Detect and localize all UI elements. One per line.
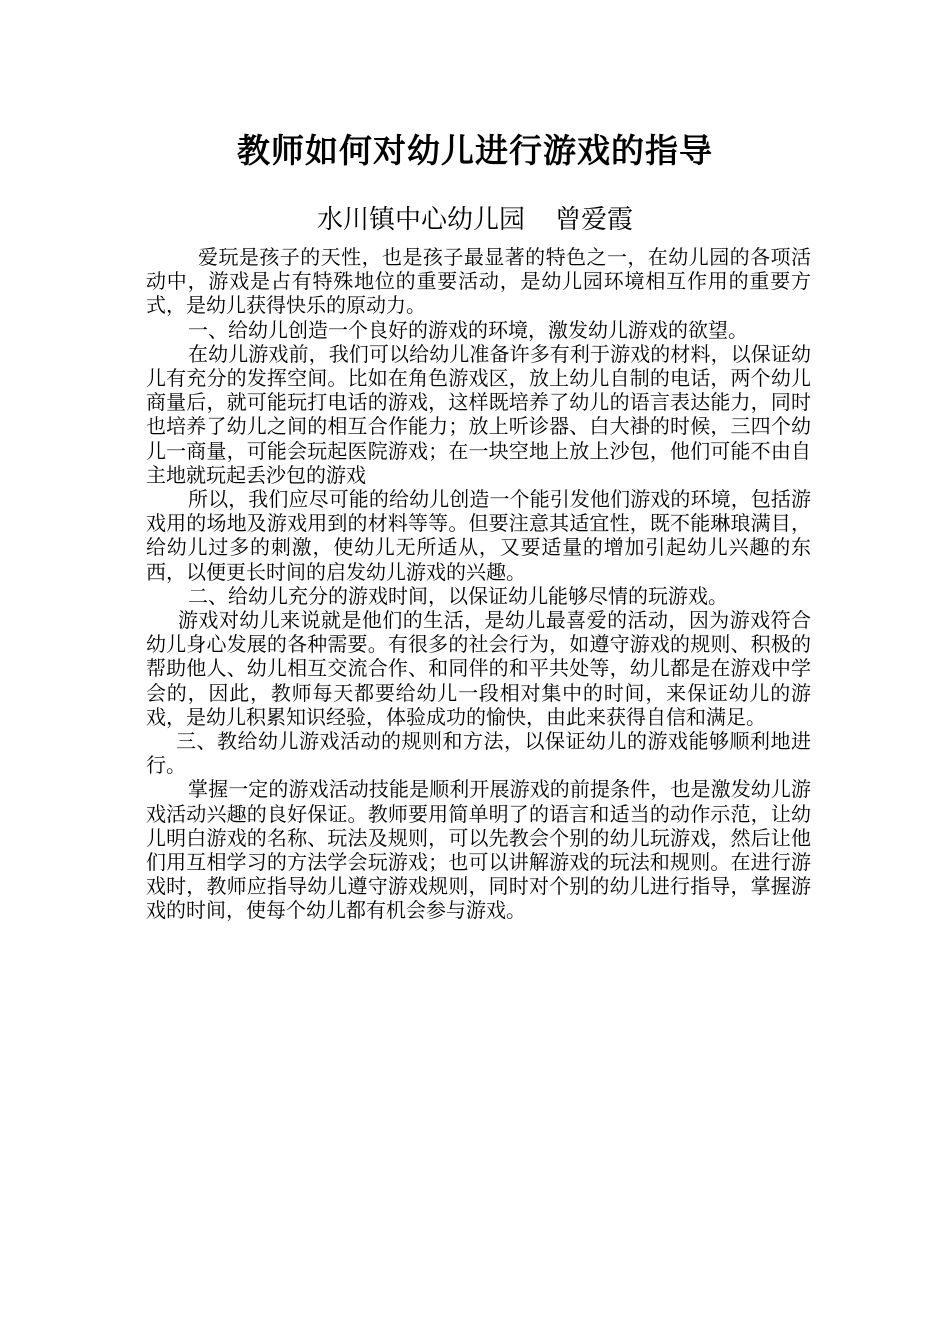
paragraph: 掌握一定的游戏活动技能是顺利开展游戏的前提条件，也是激发幼儿游戏活动兴趣的良好保证。教师要用简单明了的语言和适当的动作示范，让幼儿明白游戏的名称、玩法及规则，可以先教会个别的幼儿玩游戏，然后让他们用互相学习的方法学会玩游戏；也可以讲解游戏的玩法和规则。在进行游戏时，教师应指导幼儿遵守游戏规则，同时对个别的幼儿进行指导，掌握游戏的时间，使每个幼儿都有机会参与游戏。 <box>146 777 811 923</box>
document-body <box>146 245 811 923</box>
paragraph: 游戏对幼儿来说就是他们的生活，是幼儿最喜爱的活动，因为游戏符合幼儿身心发展的各种需要。有很多的社会行为，如遵守游戏的规则、积极的帮助他人、幼儿相互交流合作、和同伴的和平共处等，幼儿都是在游戏中学会的，因此，教师每天都要给幼儿一段相对集中的时间，来保证幼儿的游戏，是幼儿积累知识经验，体验成功的愉快，由此来获得自信和满足。 <box>146 608 811 729</box>
byline-organization: 水川镇中心幼儿园 <box>316 205 525 235</box>
section-heading-3: 三、教给幼儿游戏活动的规则和方法，以保证幼儿的游戏能够顺利地进行。 <box>146 729 811 778</box>
byline <box>0 200 950 240</box>
document-title: 教师如何对幼儿进行游戏的指导 <box>237 131 713 170</box>
paragraph: 在幼儿游戏前，我们可以给幼儿准备许多有利于游戏的材料，以保证幼儿有充分的发挥空间。比如在角色游戏区，放上幼儿自制的电话，两个幼儿商量后，就可能玩打电话的游戏，这样既培养了幼儿的语言表达能力，同时也培养了幼儿之间的相互合作能力；放上听诊器、白大褂的时候，三四个幼儿一商量，可能会玩起医院游戏；在一块空地上放上沙包，他们可能不由自主地就玩起丢沙包的游戏 <box>146 341 811 487</box>
section-heading-2: 二、给幼儿充分的游戏时间，以保证幼儿能够尽情的玩游戏。 <box>188 583 728 608</box>
byline-author: 曾爱霞 <box>555 205 634 235</box>
section-heading-1: 一、给幼儿创造一个良好的游戏的环境，激发幼儿游戏的欲望。 <box>188 317 748 342</box>
paragraph-intro: 爱玩是孩子的天性，也是孩子最显著的特色之一，在幼儿园的各项活动中，游戏是占有特殊地位的重要活动，是幼儿园环境相互作用的重要方式，是幼儿获得快乐的原动力。 <box>146 245 811 318</box>
paragraph: 所以，我们应尽可能的给幼儿创造一个能引发他们游戏的环境，包括游戏用的场地及游戏用到的材料等等。但要注意其适宜性，既不能琳琅满目，给幼儿过多的刺激，使幼儿无所适从，又要适量的增加引起幼儿兴趣的东西，以便更长时间的启发幼儿游戏的兴趣。 <box>146 487 811 584</box>
